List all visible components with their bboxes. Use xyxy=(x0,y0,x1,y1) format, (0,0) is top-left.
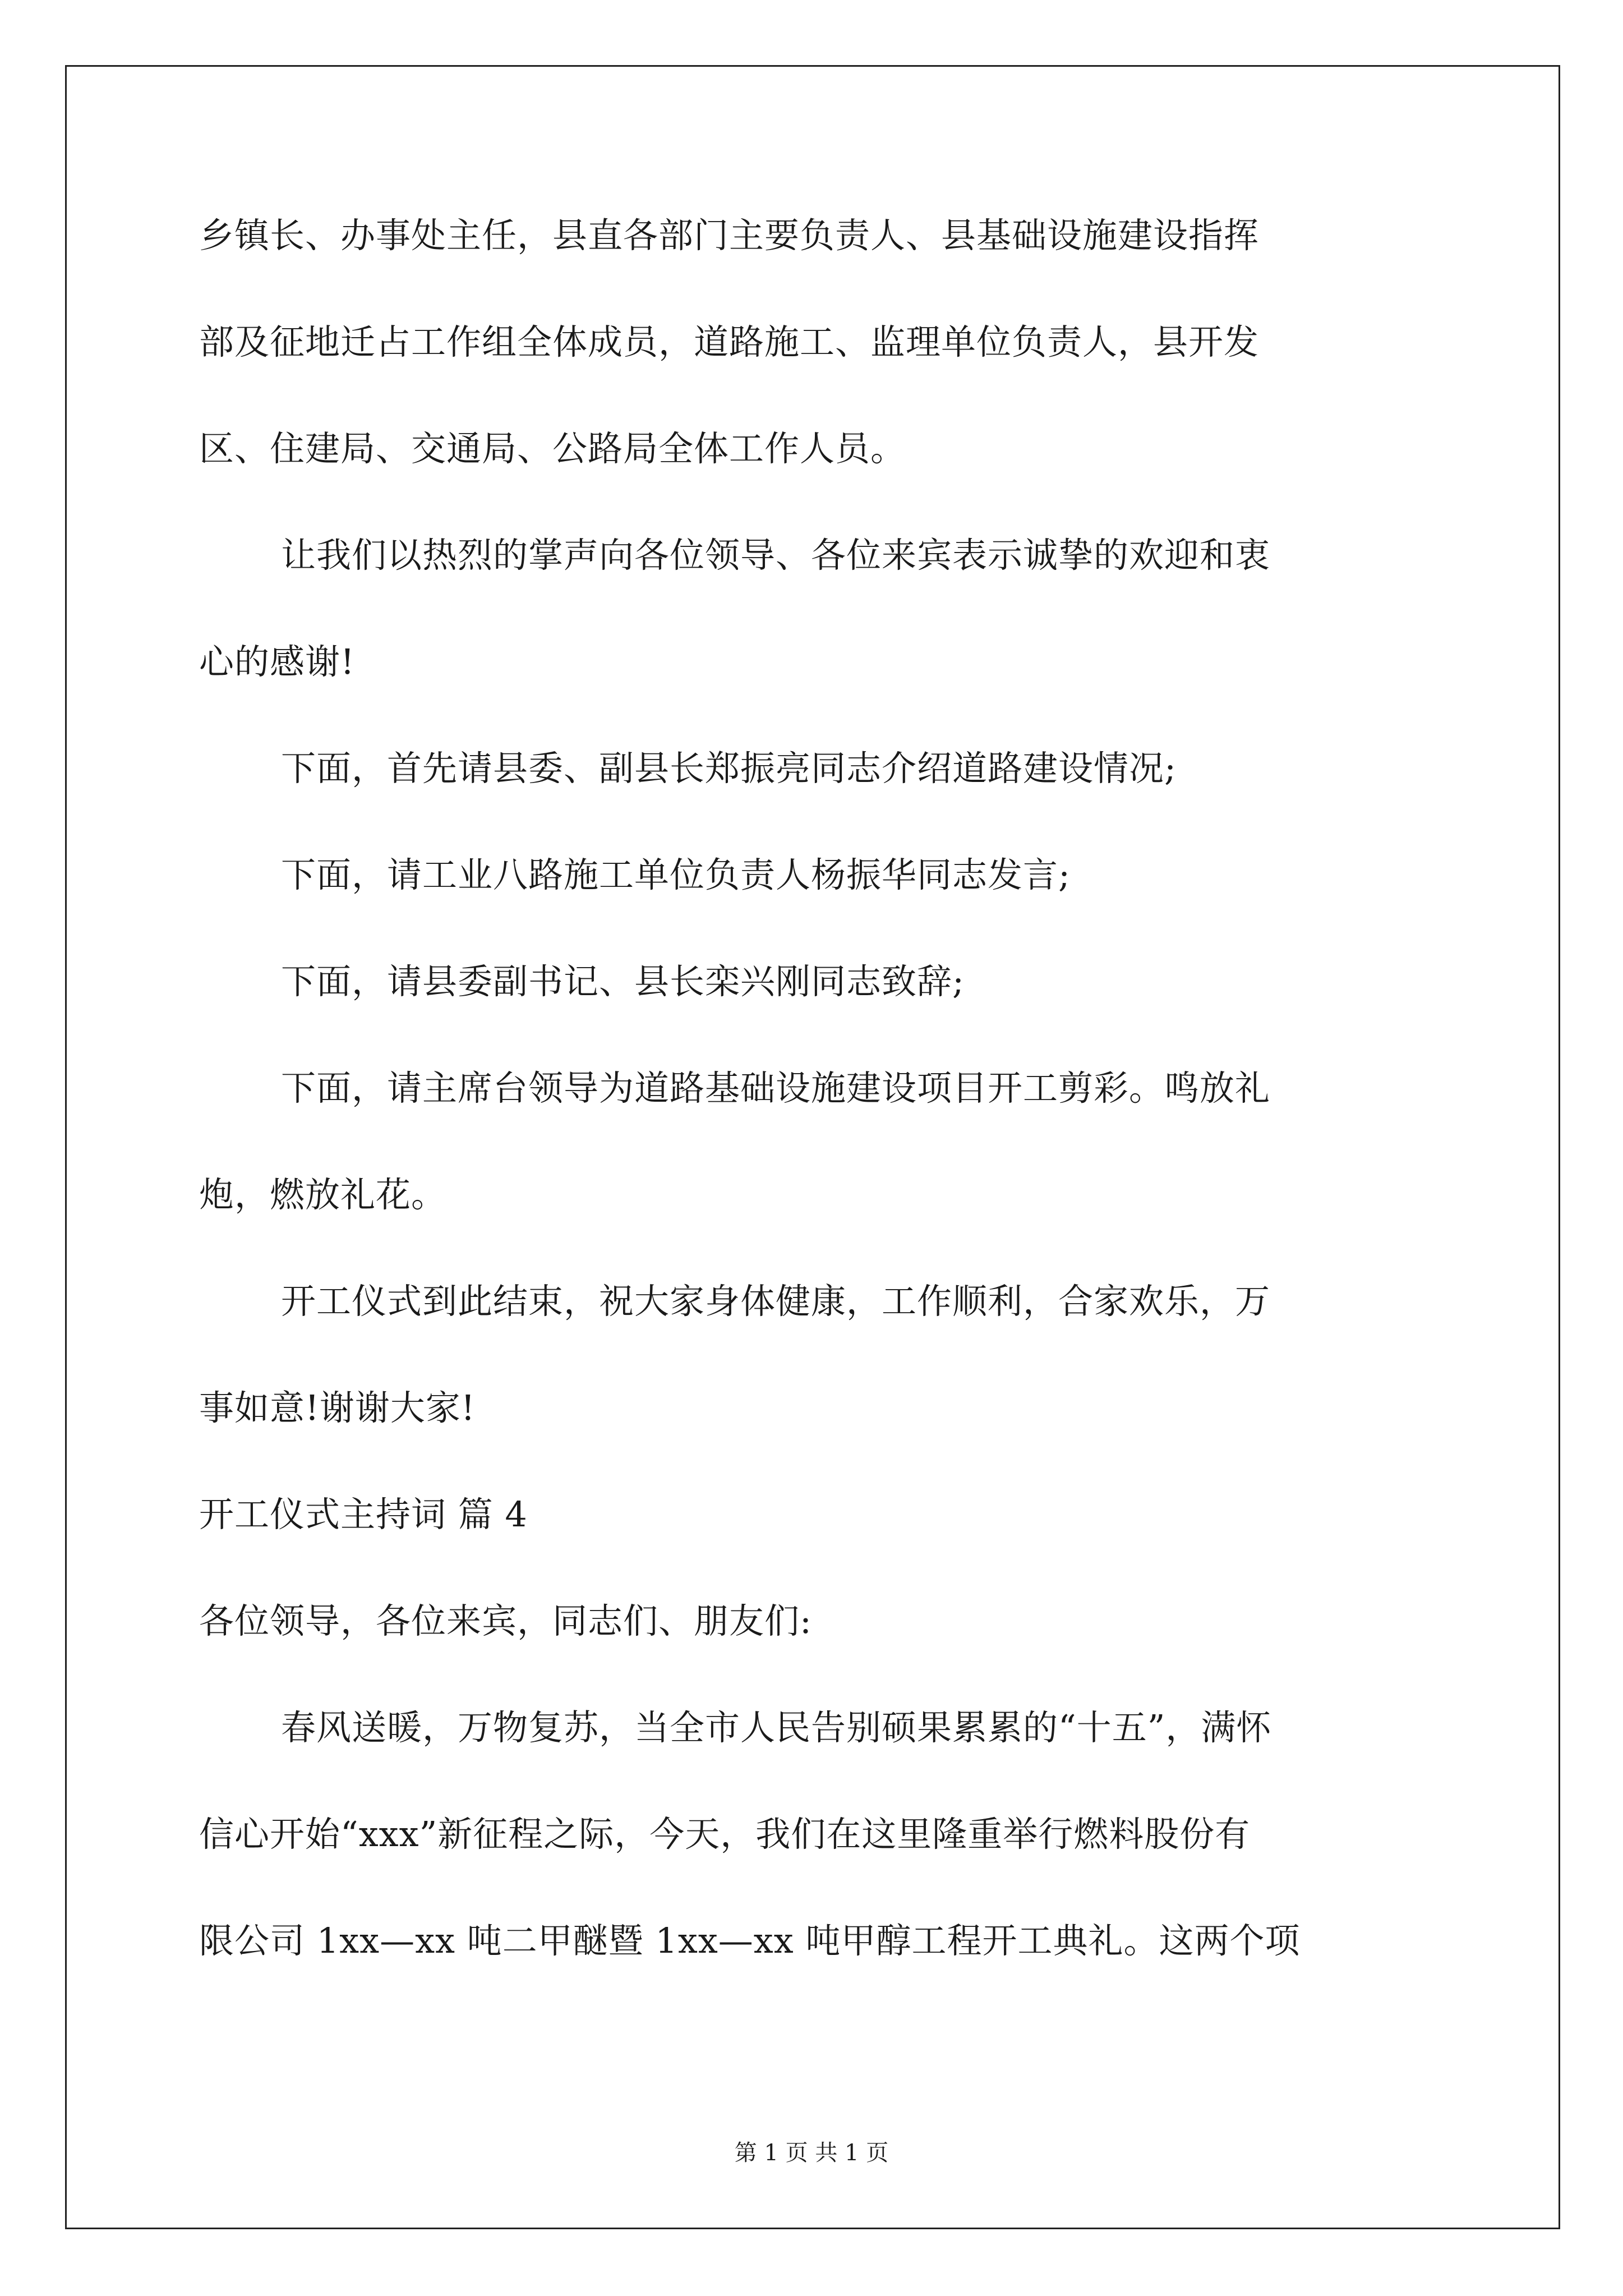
text-line: 心的感谢! xyxy=(199,641,355,682)
page-number: 第 1 页 共 1 页 xyxy=(734,2140,889,2166)
text-line: 事如意!谢谢大家! xyxy=(199,1387,476,1428)
text-line: 乡镇长、办事处主任，县直各部门主要负责人、县基础设施建设指挥 xyxy=(199,215,1260,256)
text-line: 下面，首先请县委、副县长郑振亮同志介绍道路建设情况; xyxy=(281,748,1177,789)
text-line: 各位领导，各位来宾，同志们、朋友们: xyxy=(199,1600,812,1641)
text-line: 区、住建局、交通局、公路局全体工作人员。 xyxy=(199,428,906,469)
text-line: 让我们以热烈的掌声向各位领导、各位来宾表示诚挚的欢迎和衷 xyxy=(281,535,1271,576)
text-line: 限公司 1xx—xx 吨二甲醚暨 1xx—xx 吨甲醇工程开工典礼。这两个项 xyxy=(199,1920,1301,1961)
text-line: 部及征地迁占工作组全体成员，道路施工、监理单位负责人，县开发 xyxy=(199,321,1260,362)
text-line: 春风送暖，万物复苏，当全市人民告别硕果累累的“十五”，满怀 xyxy=(281,1707,1272,1748)
text-line: 信心开始“xxx”新征程之际，今天，我们在这里隆重举行燃料股份有 xyxy=(199,1814,1251,1855)
text-line: 下面，请主席台领导为道路基础设施建设项目开工剪彩。鸣放礼 xyxy=(281,1068,1271,1108)
page-border xyxy=(65,65,1560,2229)
text-line: 炮，燃放礼花。 xyxy=(199,1174,447,1215)
text-line: 下面，请县委副书记、县长栾兴刚同志致辞; xyxy=(281,961,965,1002)
section-heading: 开工仪式主持词 篇 4 xyxy=(199,1494,528,1535)
text-line: 下面，请工业八路施工单位负责人杨振华同志发言; xyxy=(281,854,1071,895)
text-line: 开工仪式到此结束，祝大家身体健康，工作顺利，合家欢乐，万 xyxy=(281,1281,1271,1322)
